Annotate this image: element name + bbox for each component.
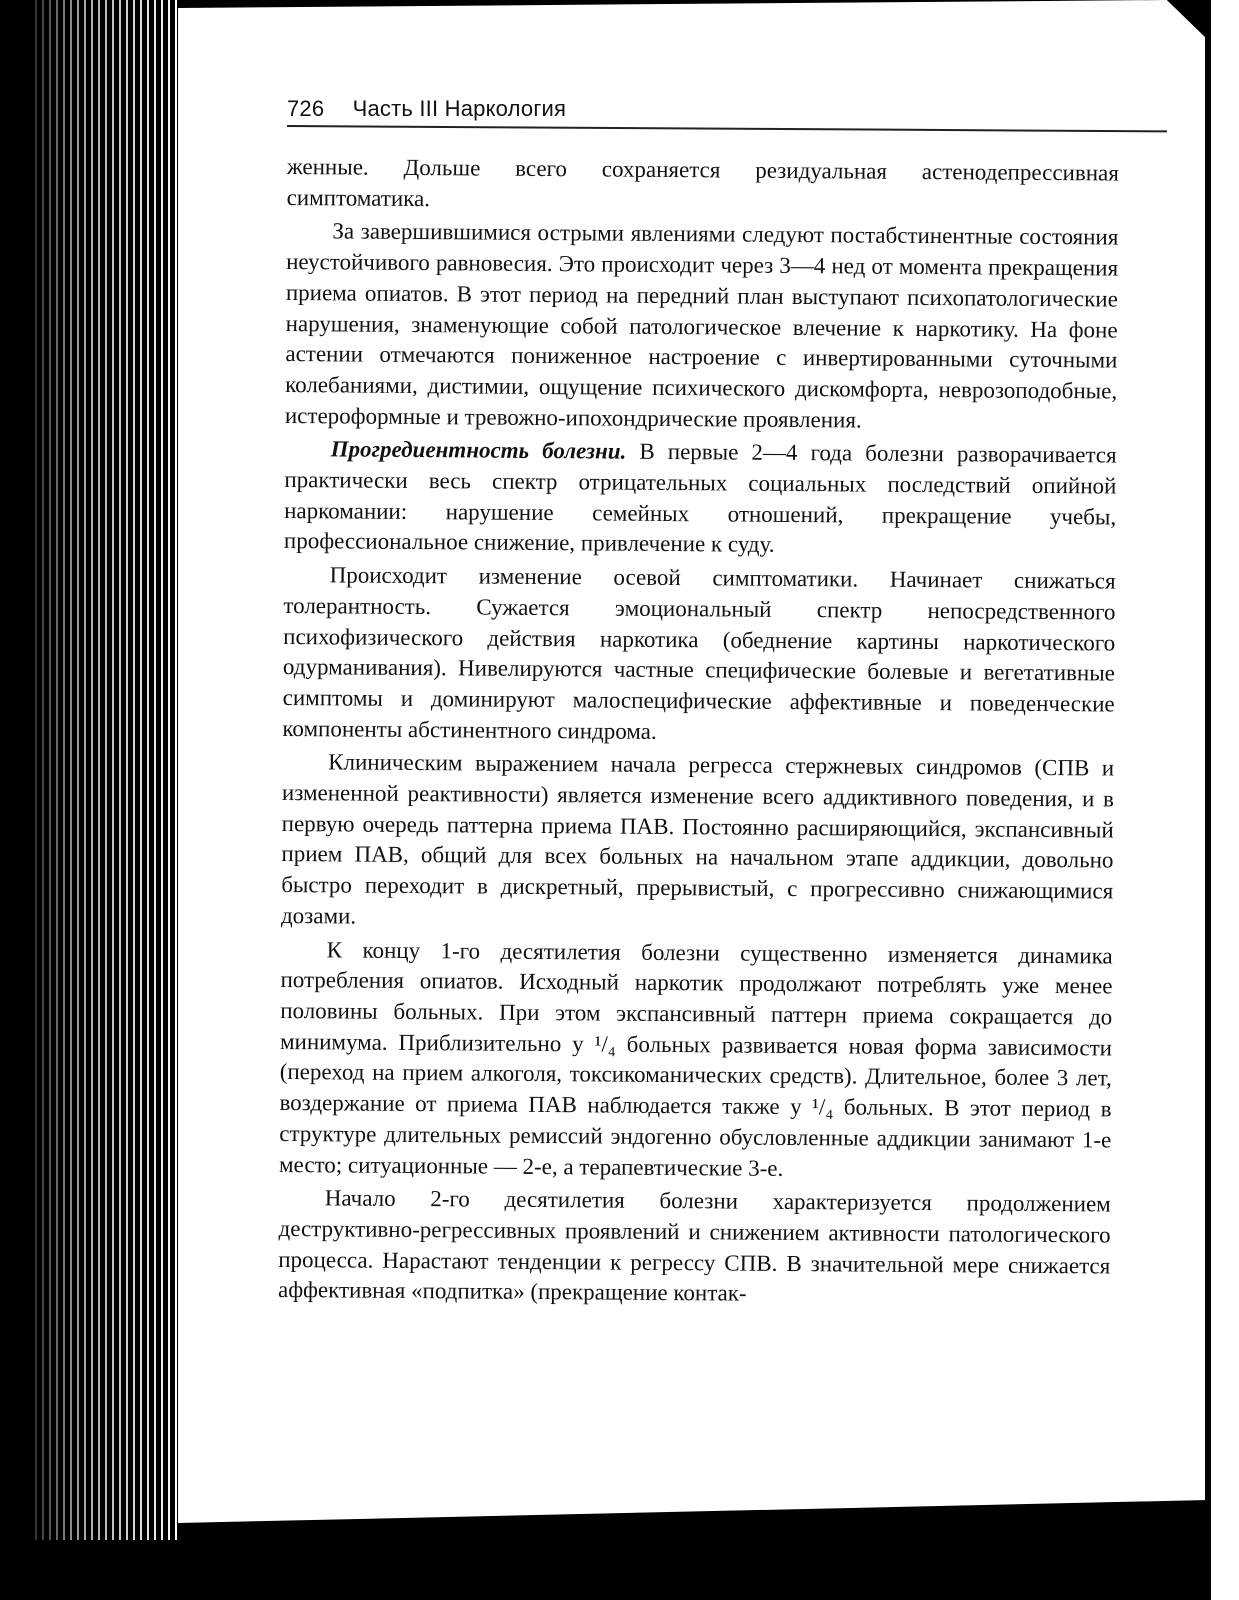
body-text <box>278 152 1119 1313</box>
book-page-edges <box>30 0 180 1540</box>
page-right-edge <box>1205 0 1239 1600</box>
section-title: Часть III Наркология <box>352 96 567 121</box>
paragraph-text: женные. Дольше всего сохраняется резидуальная астенодепрессивная симптоматика. <box>286 153 1119 211</box>
page-number: 726 <box>287 96 325 121</box>
paragraph <box>279 935 1113 1187</box>
running-head <box>287 96 1167 122</box>
paragraph <box>281 747 1114 938</box>
paragraph <box>285 216 1119 437</box>
paragraph-text: К концу 1-го десятилетия болезни существенно изменяется динамика потребления опиатов. Исходный наркотик продолжают потреблять уже менее половины больных. При этом экспансивный паттерн приема сокращается до минимума. Приблизительно у ¹/₄ больных развивается новая форма зависимости (переход на прием алкоголя, токсикоманических средств). Длительное, более 3 лет, воздержание от приема ПАВ наблюдается также у ¹/₄ больных. В этот период в структуре длительных ремиссий эндогенно обусловленные аддикции занимают 1-е место; ситуационные — 2-е, а терапевтические 3-е. <box>278 936 1113 1181</box>
paragraph <box>284 434 1117 563</box>
paragraph-text: Происходит изменение осевой симптоматики. Начинает снижаться толерантность. Сужается эмоциональный спектр непосредственного психофизического действия наркотика (обеднение картины наркотического одурманивания). Нивелируются частные специфические болевые и вегетативные симптомы и доминируют малоспецифические аффективные и поведенческие компоненты абстинентного синдрома. <box>282 562 1116 744</box>
paragraph-heading: Прогредиентность болезни. <box>330 436 627 465</box>
paragraph-text: Начало 2-го десятилетия болезни характеризуется продолжением деструктивно-регрессивных проявлений и снижением активности патологического процесса. Нарастают тенденции к регрессу СПВ. В значительной мере снижается аффективная «подпитка» (прекращение контак- <box>277 1185 1111 1306</box>
paragraph-text: Клиническим выражением начала регресса стержневых синдромов (СПВ и измененной реактивности) является изменение всего аддиктивного поведения, и в первую очередь паттерна приема ПАВ. Постоянно расширяющийся, экспансивный прием ПАВ, общий для всех больных на начальном этапе аддикции, довольно быстро переходит в дискретный, прерывистый, с прогрессивно снижающимися дозами. <box>280 749 1115 929</box>
paragraph <box>278 1183 1111 1312</box>
paragraph-text: В первые 2—4 года болезни разворачивается практически весь спектр отрицательных социальных последствий опийной наркомании: нарушение семейных отношений, прекращение учебы, профессиональное снижение, привлечение к суду. <box>283 439 1117 558</box>
paragraph <box>287 152 1119 220</box>
paragraph <box>282 560 1115 751</box>
paragraph-text: За завершившимися острыми явлениями следуют постабстинентные состояния неустойчивого равновесия. Это происходит через 3—4 нед от момента прекращения приема опиатов. В этот период на передний план выступают психопатологические нарушения, знаменующие собой патологическое влечение к наркотику. На фоне астении отмечаются пониженное настроение с инвертированными суточными колебаниями, дистимии, ощущение психического дискомфорта, неврозоподобные, истероформные и тревожно-ипохондрические проявления. <box>284 218 1119 433</box>
